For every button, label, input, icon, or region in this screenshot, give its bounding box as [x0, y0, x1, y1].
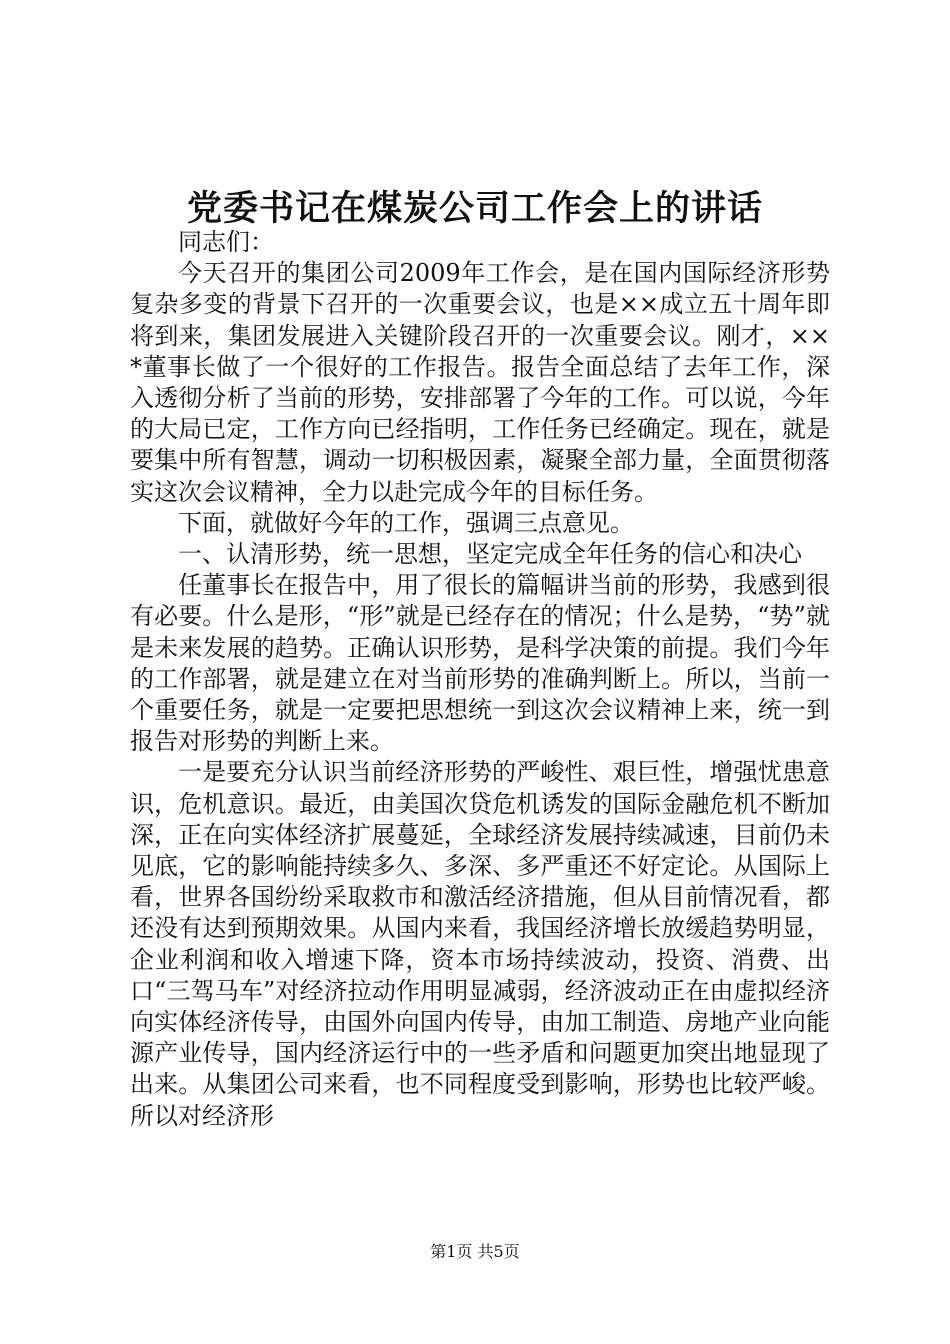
- section-heading-one: 一、认清形势，统一思想，坚定完成全年任务的信心和决心: [178, 540, 802, 569]
- paragraph-salutation: 同志们：: [178, 228, 274, 256]
- document-title: 党委书记在煤炭公司工作会上的讲话: [186, 188, 763, 229]
- paragraph-opening: 今天召开的集团公司2009年工作会，是在国内国际经济形势复杂多变的背景下召开的一次重要会议，也是××成立五十周年即将到来，集团发展进入关键阶段召开的一次重要会议。刚才，××*董事长做了一个很好的工作报告。报告全面总结了去年工作，深入透彻分析了当前的形势，安排部署了今年的工作。可以说，今年的大局已定，工作方向已经指明，工作任务已经确定。现在，就是要集中所有智慧，调动一切积极因素，凝聚全部力量，全面贯彻落实这次会议精神，全力以赴完成今年的目标任务。: [130, 259, 830, 506]
- page-number-footer: 第1页 共5页: [430, 1242, 520, 1261]
- paragraph-situation: 任董事长在报告中，用了很长的篇幅讲当前的形势，我感到很有必要。什么是形，“形”就是已经存在的情况；什么是势，“势”就是未来发展的趋势。正确认识形势，是科学决策的前提。我们今年的工作部署，就是建立在对当前形势的准确判断上。所以，当前一个重要任务，就是一定要把思想统一到这次会议精神上来，统一到报告对形势的判断上来。: [130, 571, 830, 756]
- document-body: [130, 227, 830, 1132]
- paragraph-point-one: 一是要充分认识当前经济形势的严峻性、艰巨性，增强忧患意识，危机意识。最近，由美国次贷危机诱发的国际金融危机不断加深，正在向实体经济扩展蔓延，全球经济发展持续减速，目前仍未见底，它的影响能持续多久、多深、多严重还不好定论。从国际上看，世界各国纷纷采取救市和激活经济措施，但从目前情况看，都还没有达到预期效果。从国内来看，我国经济增长放缓趋势明显，企业利润和收入增速下降，资本市场持续波动，投资、消费、出口“三驾马车”对经济拉动作用明显减弱，经济波动正在由虚拟经济向实体经济传导，由国外向国内传导，由加工制造、房地产业向能源产业传导，国内经济运行中的一些矛盾和问题更加突出地显现了出来。从集团公司来看，也不同程度受到影响，形势也比较严峻。所以对经济形: [130, 758, 830, 1130]
- paragraph-intro-points: 下面，就做好今年的工作，强调三点意见。: [178, 508, 634, 537]
